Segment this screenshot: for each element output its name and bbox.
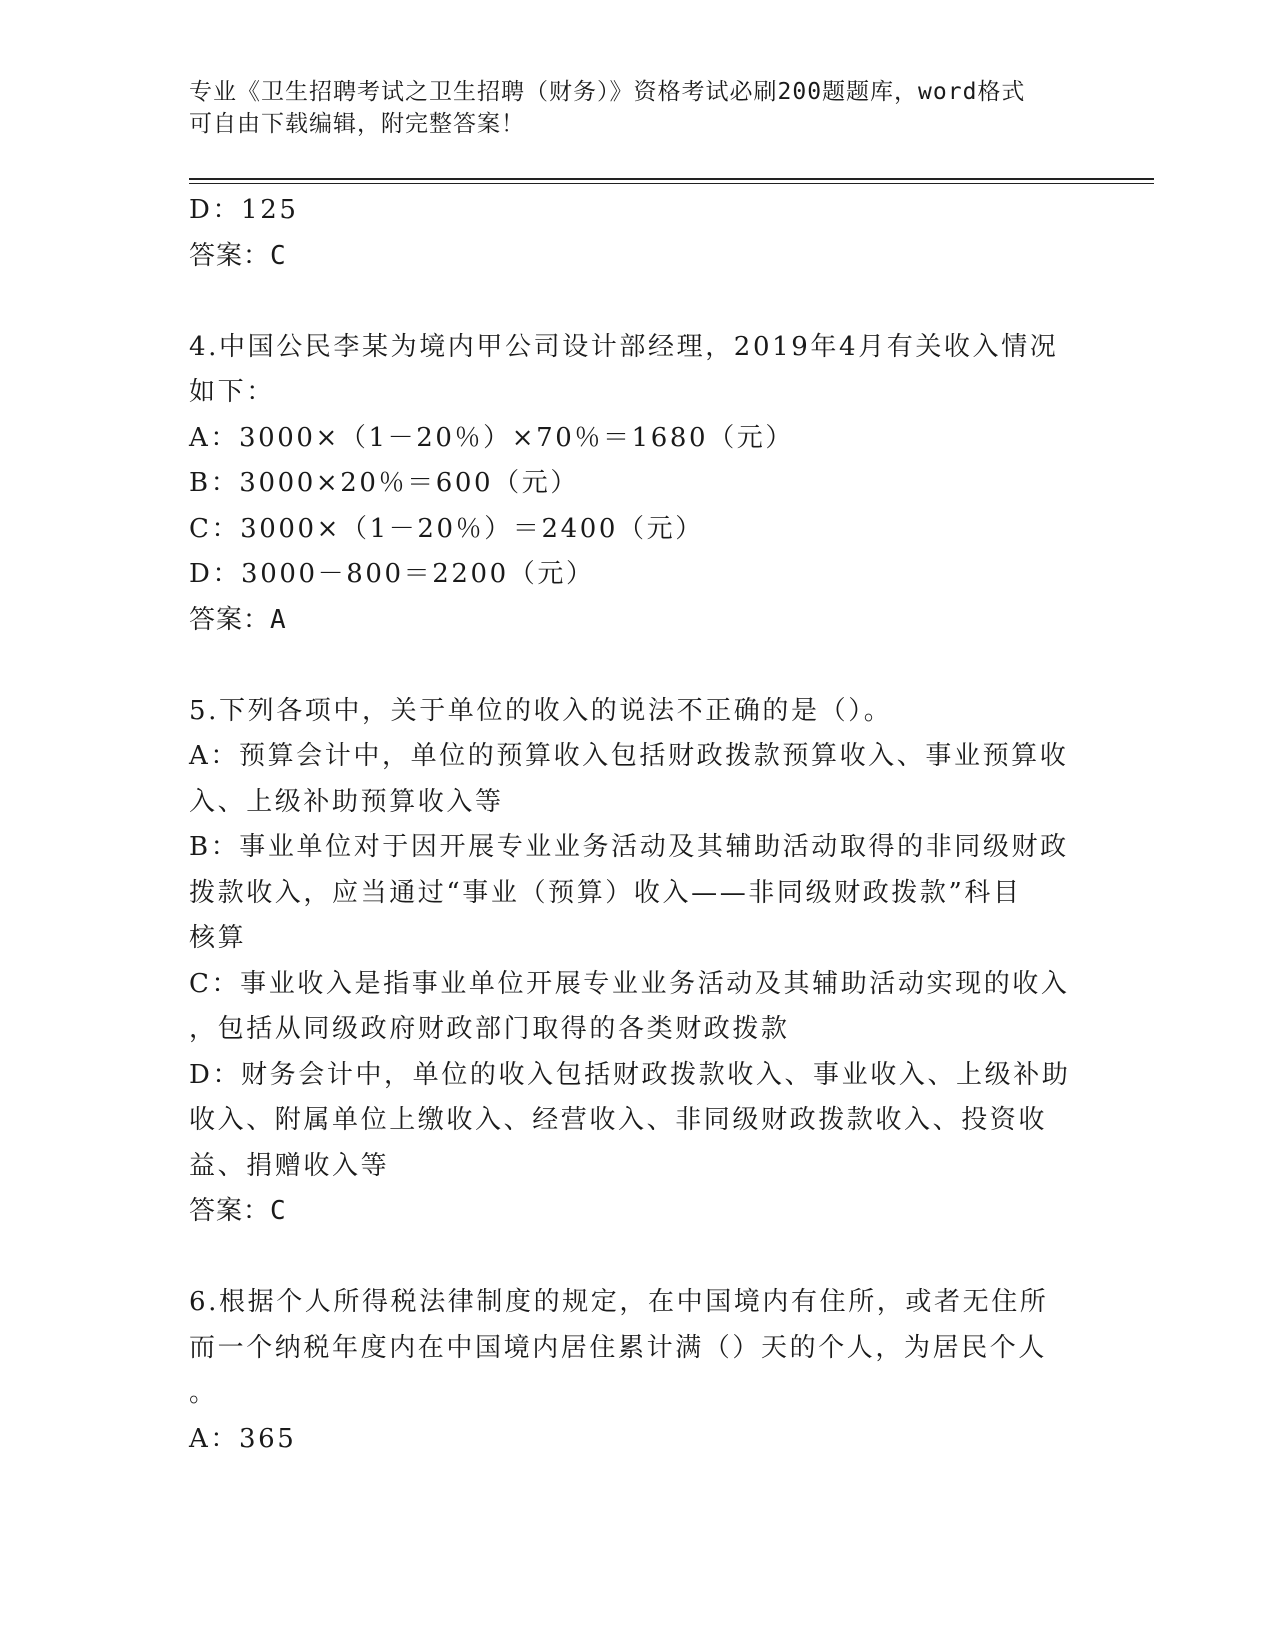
question-4: [189, 325, 1079, 644]
question-6-stem-line-3: 。: [189, 1378, 218, 1408]
question-4-stem-line-2: 如下：: [189, 377, 275, 407]
question-5-option-d-line-2: 收入、附属单位上缴收入、经营收入、非同级财政拨款收入、投资收: [189, 1105, 1048, 1135]
question-spacer: [189, 1235, 1079, 1281]
header-title-line-2: 可自由下载编辑，附完整答案！: [189, 111, 525, 137]
question-spacer: [189, 643, 1079, 689]
question-spacer: [189, 279, 1079, 325]
question-4-answer: 答案：A: [189, 604, 287, 635]
header-divider-thick: [189, 178, 1154, 180]
question-4-stem-line-1: 4.中国公民李某为境内甲公司设计部经理，2019年4月有关收入情况: [189, 331, 1059, 362]
question-3-option-d: D：125: [189, 195, 299, 225]
question-5-option-d-line-1: D：财务会计中，单位的收入包括财政拨款收入、事业收入、上级补助: [189, 1059, 1071, 1090]
question-3-fragment: [189, 188, 1079, 279]
question-5-option-b-line-2: 拨款收入，应当通过“事业（预算）收入——非同级财政拨款”科目: [189, 877, 1022, 908]
question-3-answer: 答案：C: [189, 240, 287, 271]
question-4-option-a: A：3000×（1－20％）×70％＝1680（元）: [189, 422, 794, 453]
question-5-option-d-line-3: 益、捐赠收入等: [189, 1150, 390, 1181]
question-6-option-a: A：365: [189, 1423, 297, 1454]
question-6-stem-line-2: 而一个纳税年度内在中国境内居住累计满（）天的个人，为居民个人: [189, 1332, 1048, 1363]
question-5-option-c-line-2: ，包括从同级政府财政部门取得的各类财政拨款: [189, 1014, 790, 1044]
question-5-option-a-line-1: A：预算会计中，单位的预算收入包括财政拨款预算收入、事业预算收: [189, 741, 1069, 771]
question-5-option-c-line-1: C：事业收入是指事业单位开展专业业务活动及其辅助活动实现的收入: [189, 968, 1070, 999]
question-5: [189, 689, 1079, 1235]
question-6-stem-line-1: 6.根据个人所得税法律制度的规定，在中国境内有住所，或者无住所: [189, 1287, 1049, 1317]
question-5-stem: 5.下列各项中，关于单位的收入的说法不正确的是（）。: [189, 695, 893, 726]
question-5-answer: 答案：C: [189, 1196, 287, 1226]
question-5-option-b-line-3: 核算: [189, 923, 247, 953]
question-4-option-d: D：3000－800＝2200（元）: [189, 559, 595, 589]
question-4-option-b: B：3000×20％＝600（元）: [189, 468, 579, 498]
question-list: [189, 188, 1079, 1462]
question-4-option-c: C：3000×（1－20％）＝2400（元）: [189, 513, 704, 544]
question-5-option-a-line-2: 入、上级补助预算收入等: [189, 786, 504, 817]
header-divider-thin: [189, 183, 1154, 184]
header-title-line-1: 专业《卫生招聘考试之卫生招聘（财务）》资格考试必刷200题题库，word格式: [189, 79, 1026, 105]
document-header: [189, 76, 1069, 140]
question-5-option-b-line-1: B：事业单位对于因开展专业业务活动及其辅助活动取得的非同级财政: [189, 832, 1069, 862]
question-6: [189, 1280, 1079, 1462]
